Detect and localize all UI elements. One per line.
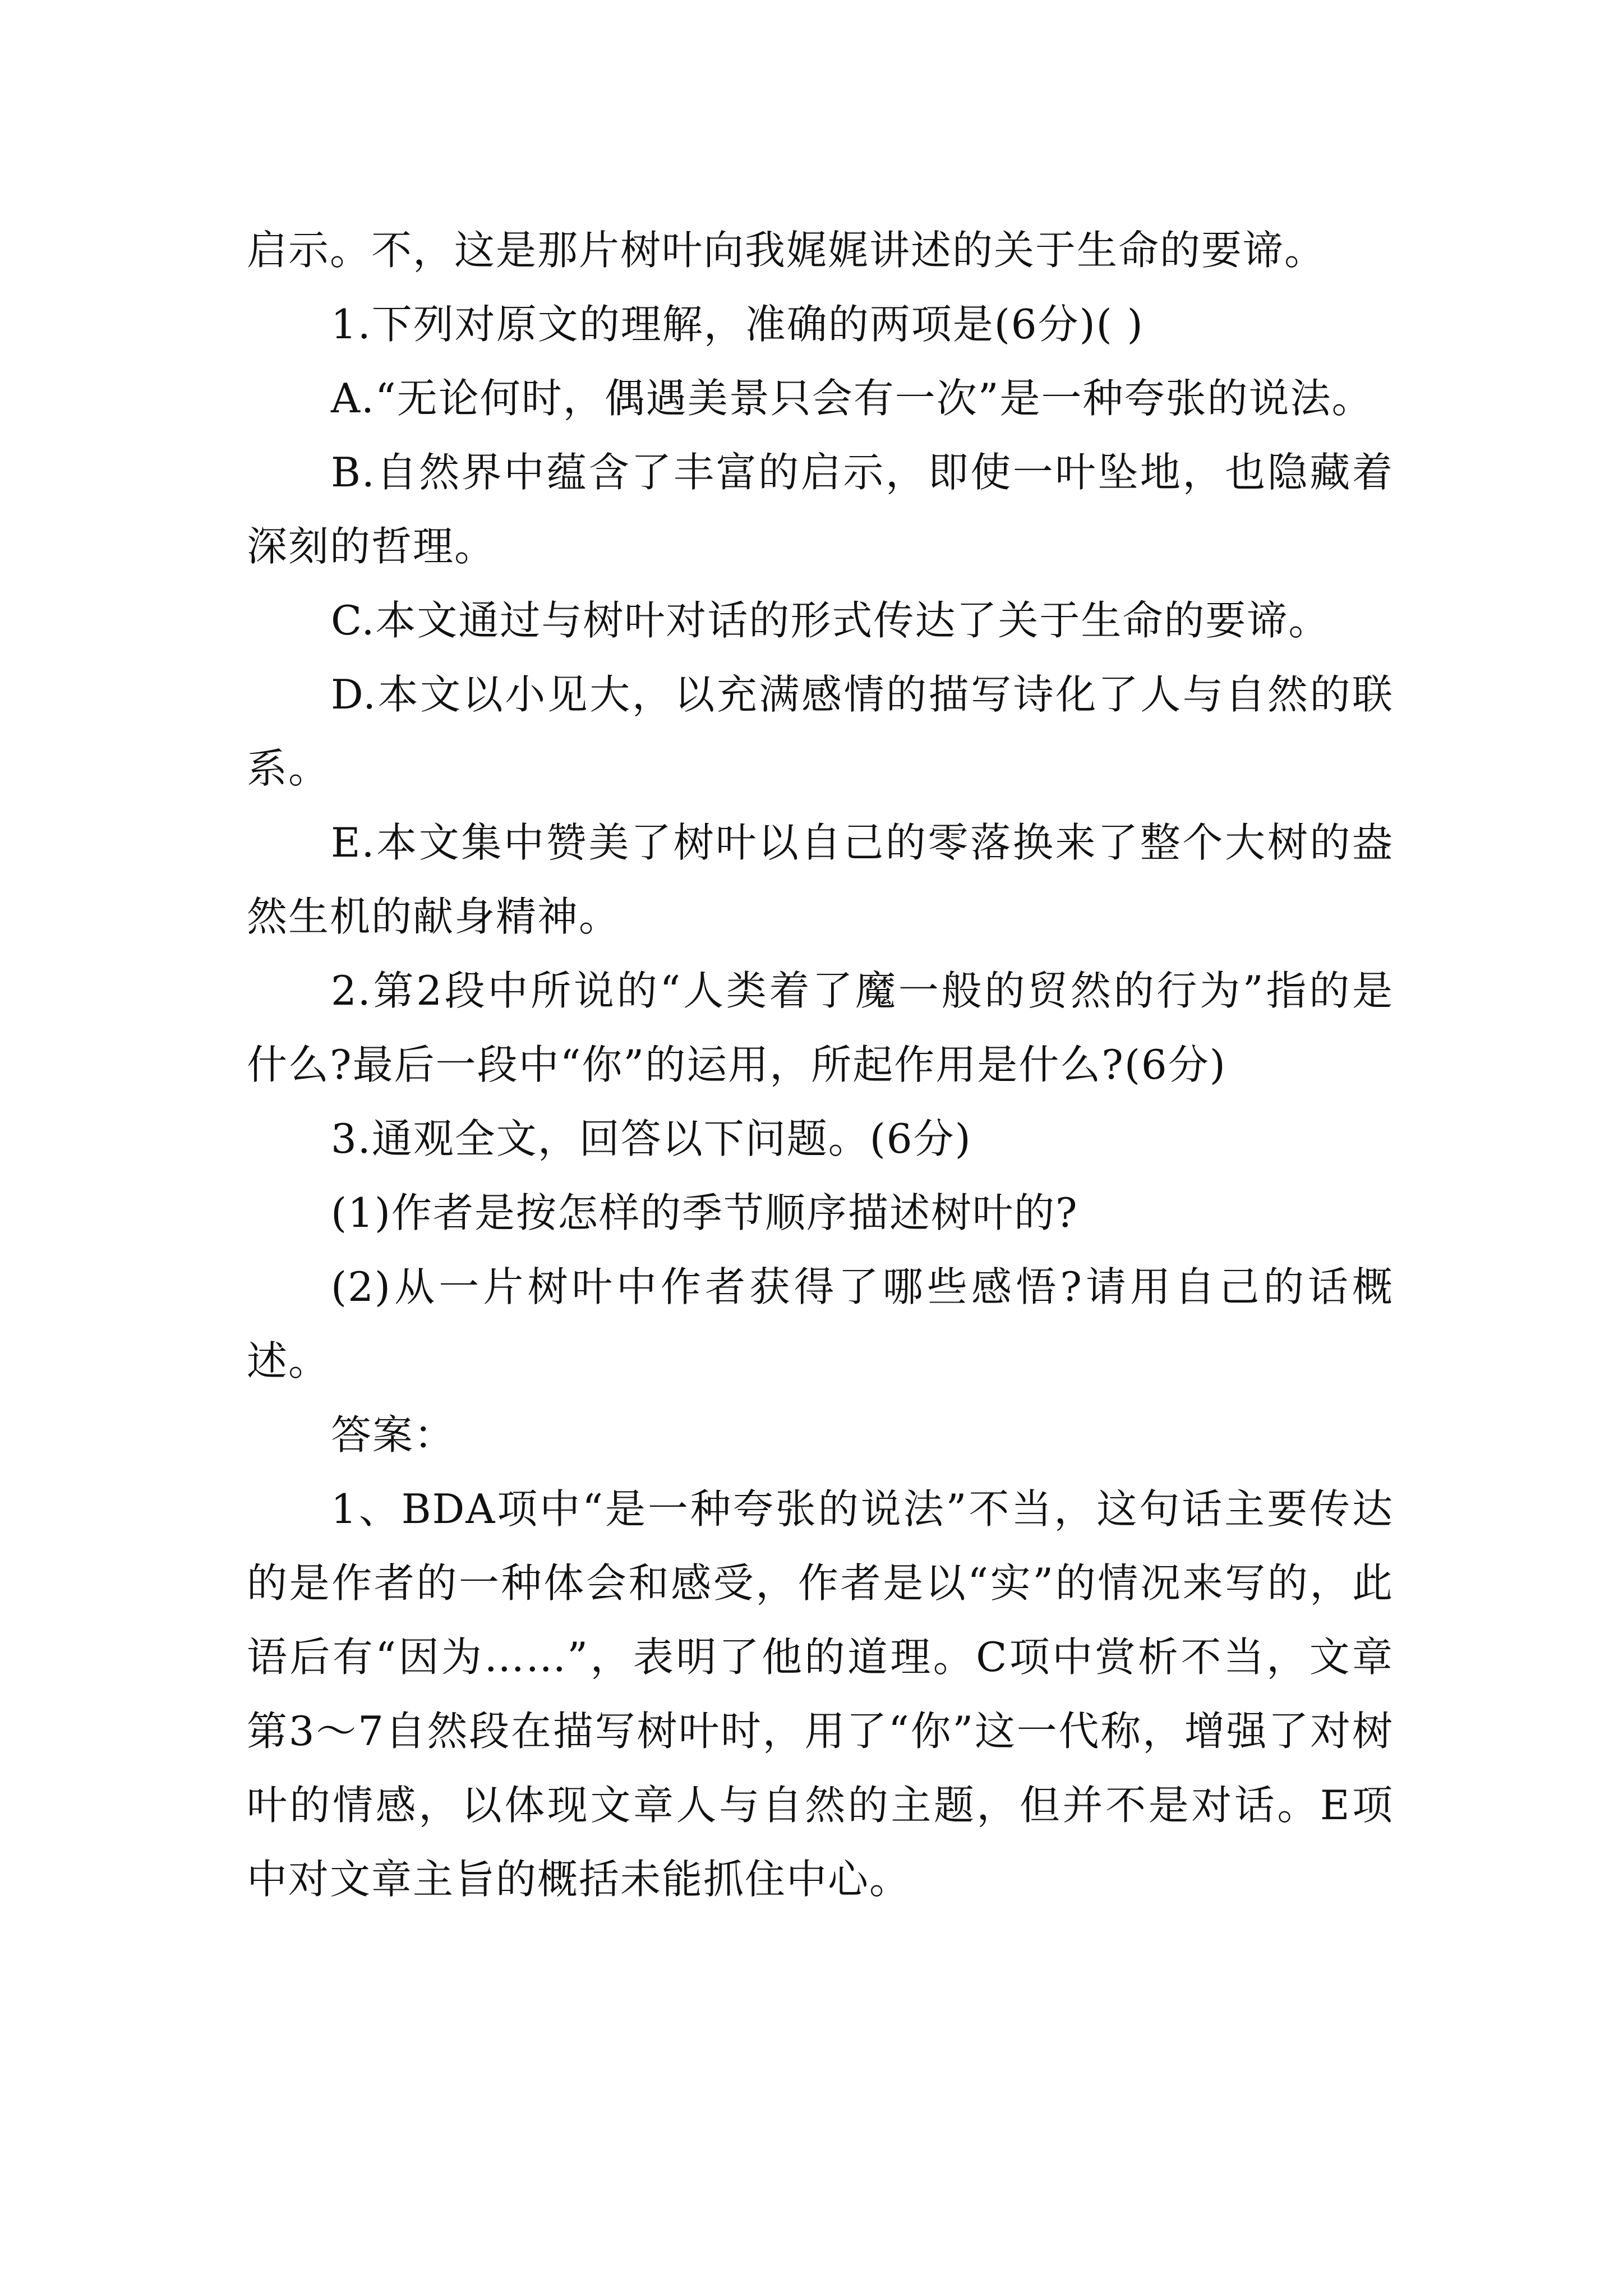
question-3-stem: 3.通观全文，回答以下问题。(6分) (331, 1115, 972, 1162)
document-body (247, 213, 1394, 1916)
answer-heading: 答案： (331, 1411, 456, 1458)
question-1-option-b: B.自然界中蕴含了丰富的启示，即使一叶坠地，也隐藏着深刻的哲理。 (247, 449, 1394, 570)
intro-line: 启示。不，这是那片树叶向我娓娓讲述的关于生命的要谛。 (247, 227, 1326, 274)
question-1-option-e: E.本文集中赞美了树叶以自己的零落换来了整个大树的盎然生机的献身精神。 (247, 819, 1394, 940)
question-1-option-c: C.本文通过与树叶对话的形式传达了关于生命的要谛。 (331, 597, 1330, 644)
question-3-sub-1: (1)作者是按怎样的季节顺序描述树叶的? (331, 1189, 1078, 1236)
question-1-option-a: A.“无论何时，偶遇美景只会有一次”是一种夸张的说法。 (331, 375, 1373, 422)
answer-1: 1、BDA项中“是一种夸张的说法”不当，这句话主要传达的是作者的一种体会和感受，作者是以“实”的情况来写的，此语后有“因为……”，表明了他的道理。C项中赏析不当，文章第3～7自然段在描写树叶时，用了“你”这一代称，增强了对树叶的情感，以体现文章人与自然的主题，但并不是对话。E项中对文章主旨的概括未能抓住中心。 (247, 1485, 1394, 1903)
question-2: 2.第2段中所说的“人类着了魔一般的贸然的行为”指的是什么?最后一段中“你”的运用，所起作用是什么?(6分) (247, 967, 1394, 1088)
question-3-sub-2: (2)从一片树叶中作者获得了哪些感悟?请用自己的话概述。 (247, 1263, 1394, 1384)
question-1-option-d: D.本文以小见大，以充满感情的描写诗化了人与自然的联系。 (247, 671, 1394, 792)
question-1-stem: 1.下列对原文的理解，准确的两项是(6分)( ) (331, 301, 1144, 348)
